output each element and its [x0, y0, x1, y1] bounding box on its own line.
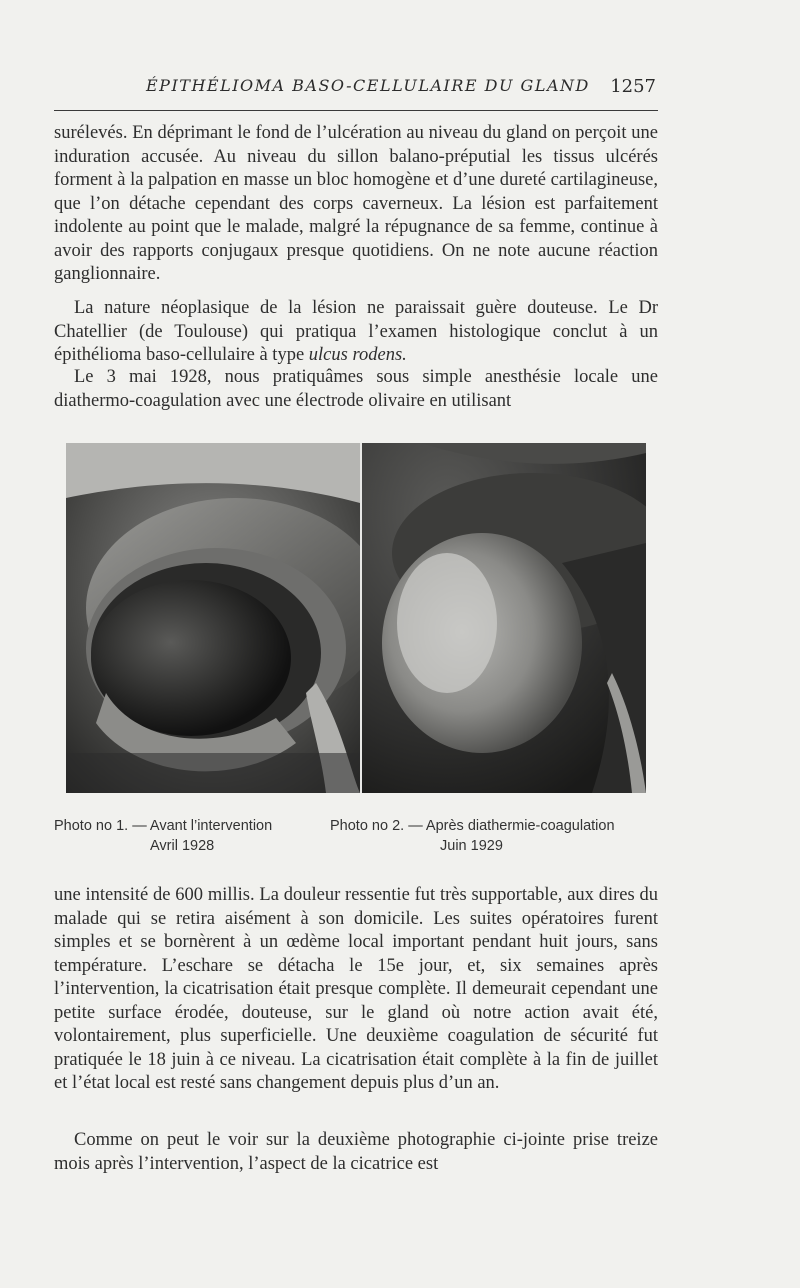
- paragraph-2-text: La nature néoplasique de la lésion ne paraissait guère douteuse. Le Dr Chatellier (de Toulouse) qui pratiqua l’examen histologique conclut à un épithélioma baso-cellulaire à type: [54, 298, 658, 365]
- photo-1-caption-line1: Photo no 1. — Avant l’intervention: [54, 818, 273, 834]
- photo-after-diathermy: [362, 443, 646, 793]
- photo-2-caption-line1: Photo no 2. — Après diathermie-coagulation: [330, 818, 615, 834]
- running-title: ÉPITHÉLIOMA BASO-CELLULAIRE DU GLAND: [146, 76, 590, 95]
- paragraph-2: [54, 297, 658, 368]
- photo-2-image: [362, 443, 646, 793]
- paragraph-1: surélevés. En déprimant le fond de l’ulcération au niveau du gland on perçoit une induration accusée. Au niveau du sillon balano-préputial les tissus ulcérés forment à la palpation en masse un bloc homogène et d’une dureté cartilagineuse, que l’on détache cependant des corps caverneux. La lésion est parfaitement indolente au point que le malade, malgré la répugnance de sa femme, continue à avoir des rapports conjugaux presque quotidiens. On ne note aucune réaction ganglionnaire.: [54, 123, 658, 284]
- paragraph-2-italic: ulcus rodens.: [308, 345, 407, 365]
- page-header: [54, 74, 658, 102]
- photo-2-caption: [330, 816, 660, 856]
- header-rule: [54, 110, 658, 111]
- paragraph-3: Le 3 mai 1928, nous pratiquâmes sous simple anesthésie locale une diathermo-coagulation avec une électrode olivaire en utilisant: [54, 367, 658, 411]
- photo-1-caption: [54, 816, 344, 856]
- photo-2-caption-date: Juin 1929: [440, 838, 503, 854]
- figure-photos: [66, 443, 646, 793]
- photo-1-image: [66, 443, 360, 793]
- photo-1-caption-date: Avril 1928: [150, 838, 215, 854]
- page-number: 1257: [610, 76, 656, 97]
- paragraph-5: Comme on peut le voir sur la deuxième photographie ci-jointe prise treize mois après l’intervention, l’aspect de la cicatrice est: [54, 1130, 658, 1174]
- paragraph-4: une intensité de 600 millis. La douleur ressentie fut très supportable, aux dires du malade qui se retira aisément à son domicile. Les suites opératoires furent simples et se bornèrent à un œdème local important pendant huit jours, sans température. L’eschare se détacha le 15e jour, et, six semaines après l’intervention, la cicatrisation était presque complète. Il demeurait cependant une petite surface érodée, douteuse, sur le gland où notre action avait été, volontairement, plus superficielle. Une deuxième coagulation de sécurité fut pratiquée le 18 juin à ce niveau. La cicatrisation était complète à la fin de juillet et l’état local est resté sans changement depuis plus d’un an.: [54, 885, 658, 1093]
- photo-before-intervention: [66, 443, 360, 793]
